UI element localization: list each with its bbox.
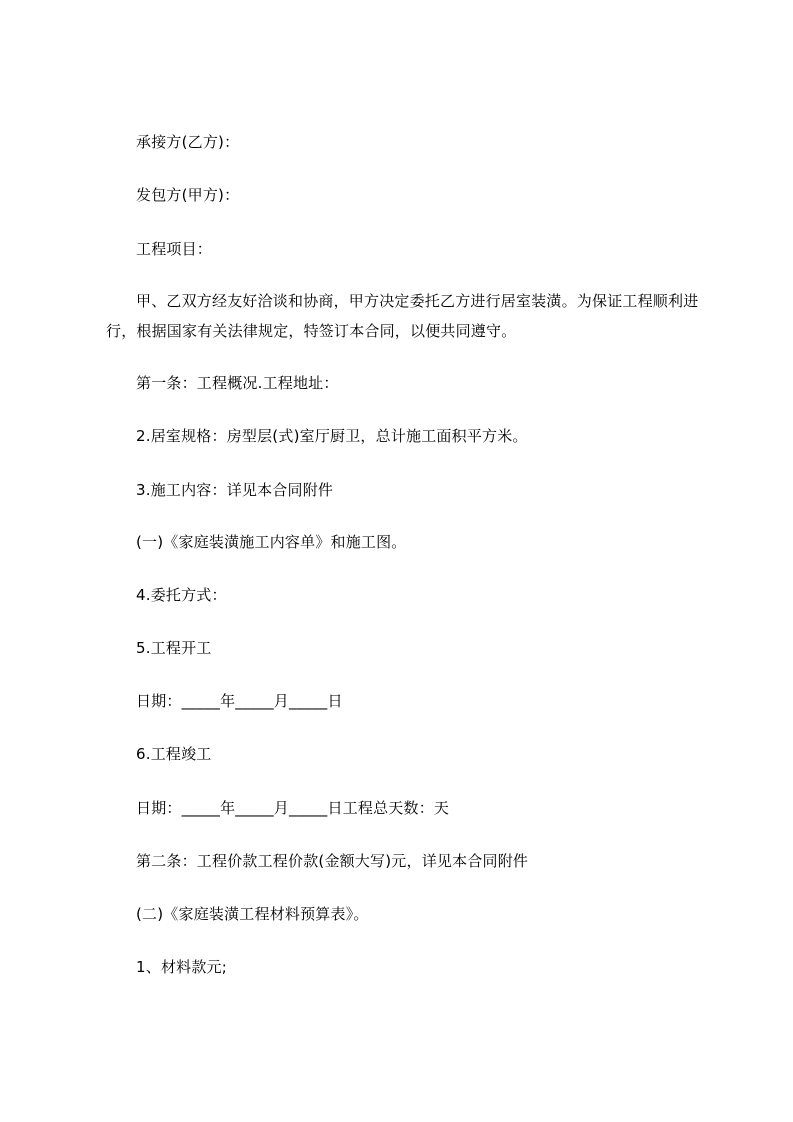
- material-cost-line: 1、材料款元;: [136, 958, 227, 976]
- attachment-one: (一)《家庭装潢施工内容单》和施工图。: [136, 533, 407, 551]
- article-one-heading: 第一条：工程概况.工程地址：: [136, 374, 339, 392]
- room-specification: 2.居室规格：房型层(式)室厅厨卫，总计施工面积平方米。: [136, 427, 528, 445]
- work-completion-label: 6.工程竣工: [136, 745, 212, 763]
- project-label: 工程项目：: [136, 240, 213, 258]
- client-party-label: 发包方(甲方)：: [136, 186, 240, 204]
- intro-paragraph-text: 甲、乙双方经友好洽谈和协商，甲方决定委托乙方进行居室装潢。为保证工程顺利进行，根据国家有关法律规定，特签订本合同，以便共同遵守。: [106, 292, 699, 340]
- start-date-line: 日期：_____年_____月_____日: [136, 692, 343, 710]
- intro-paragraph: [106, 286, 706, 346]
- article-two-heading: 第二条：工程价款工程价款(金额大写)元，详见本合同附件: [136, 852, 529, 870]
- completion-date-line: 日期：_____年_____月_____日工程总天数：天: [136, 799, 450, 817]
- attachment-two: (二)《家庭装潢工程材料预算表》。: [136, 905, 369, 923]
- construction-content: 3.施工内容：详见本合同附件: [136, 481, 334, 499]
- work-start-label: 5.工程开工: [136, 639, 212, 657]
- commission-method: 4.委托方式：: [136, 586, 227, 604]
- contractor-party-label: 承接方(乙方)：: [136, 133, 240, 151]
